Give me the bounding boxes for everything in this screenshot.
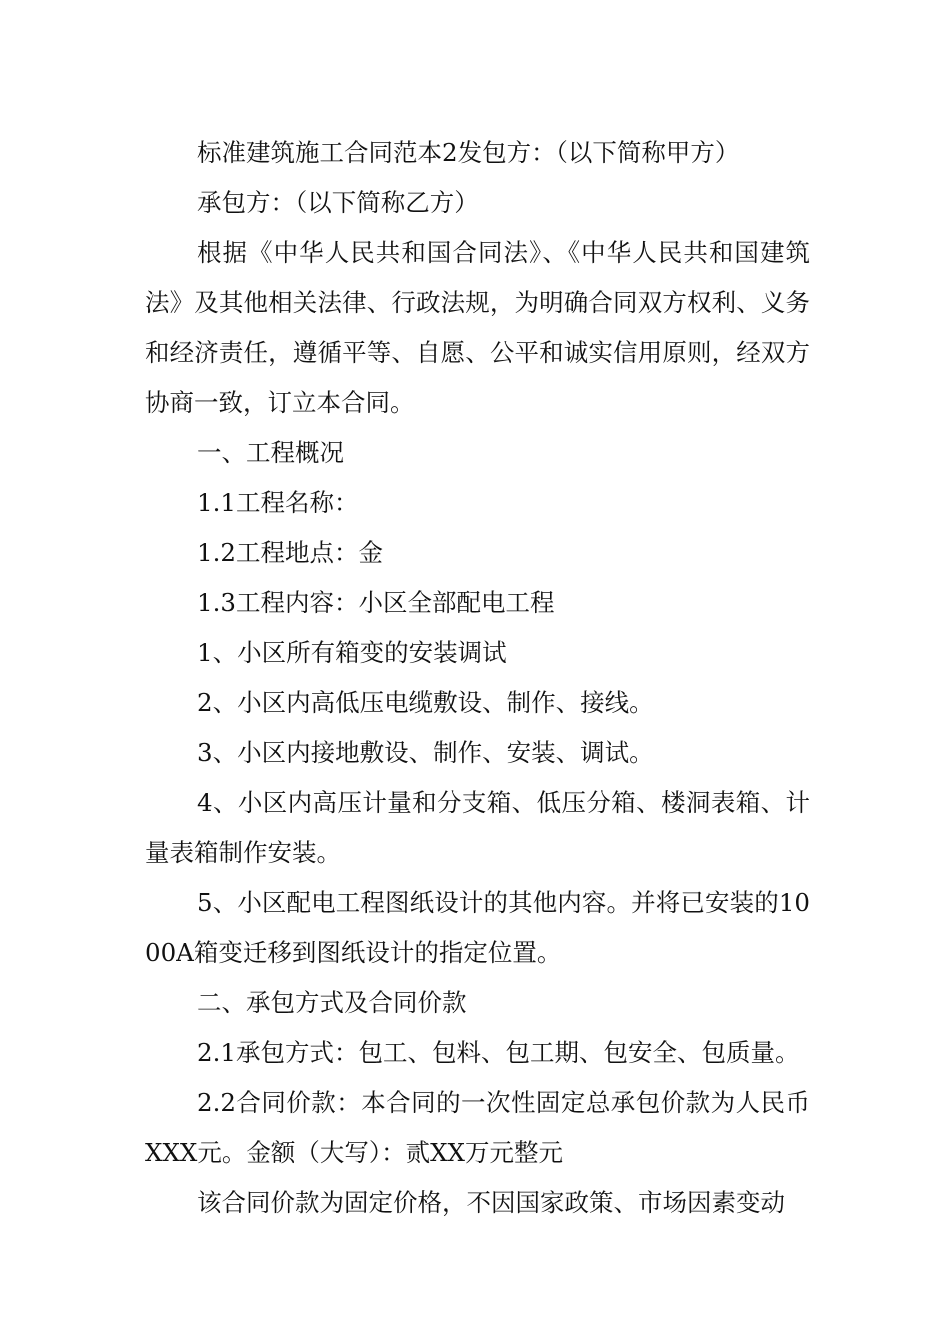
contractor-paragraph: 承包方：（以下简称乙方） [197,188,479,217]
clause-1-1: 1.1工程名称： [197,488,359,517]
work-item-5: 5、小区配电工程图纸设计的其他内容。并将已安装的1000A箱变迁移到图纸设计的指定位置。 [145,888,810,967]
clause-1-2: 1.2工程地点：金 [197,538,383,567]
work-item-2: 2、小区内高低压电缆敷设、制作、接线。 [197,688,654,717]
section-heading-1: 一、工程概况 [197,438,344,467]
clause-2-2: 2.2合同价款：本合同的一次性固定总承包价款为人民币XXX元。金额（大写）：贰XX万元整元 [145,1088,810,1167]
work-item-4: 4、小区内高压计量和分支箱、低压分箱、楼洞表箱、计量表箱制作安装。 [145,788,810,867]
section-heading-2: 二、承包方式及合同价款 [197,988,467,1017]
title-paragraph: 标准建筑施工合同范本2发包方：（以下简称甲方） [197,138,740,167]
work-item-1: 1、小区所有箱变的安装调试 [197,638,507,667]
price-note-paragraph: 该合同价款为固定价格，不因国家政策、市场因素变动 [197,1188,785,1217]
work-item-3: 3、小区内接地敷设、制作、安装、调试。 [197,738,654,767]
clause-1-3: 1.3工程内容：小区全部配电工程 [197,588,555,617]
clause-2-1: 2.1承包方式：包工、包料、包工期、包安全、包质量。 [197,1038,800,1067]
document-body [145,128,810,1228]
preamble-paragraph: 根据《中华人民共和国合同法》、《中华人民共和国建筑法》及其他相关法律、行政法规，为明确合同双方权利、义务和经济责任，遵循平等、自愿、公平和诚实信用原则，经双方协商一致，订立本合同。 [145,238,810,417]
